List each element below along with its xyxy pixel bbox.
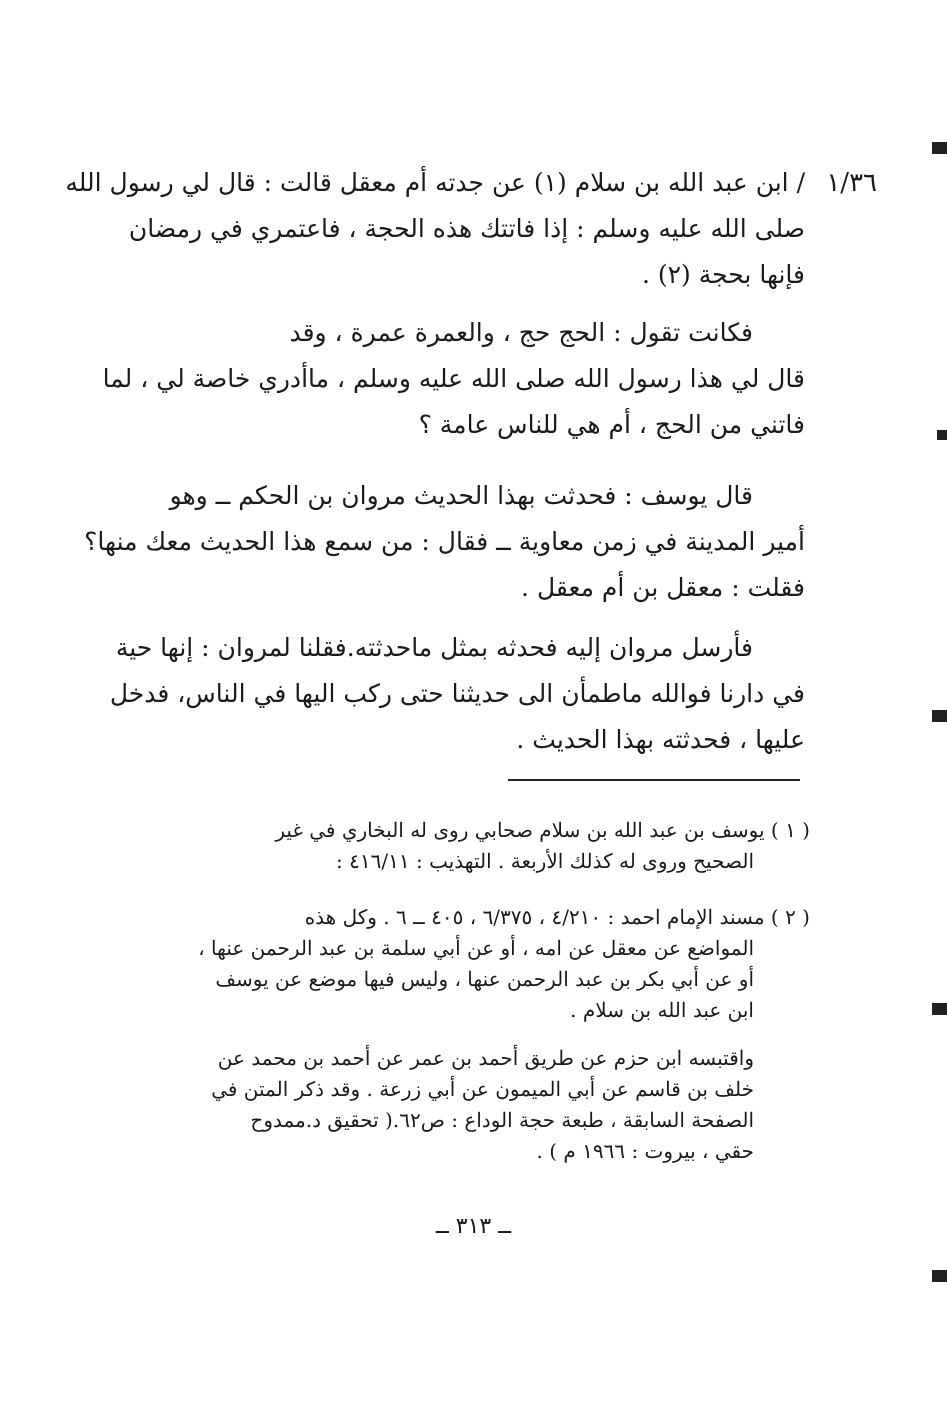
- paragraph-line: أمير المدينة في زمن معاوية ــ فقال : من سمع هذا الحديث معك منها؟: [84, 527, 805, 556]
- paragraph-line: في دارنا فوالله ماطمأن الى حديثنا حتى ركب اليها في الناس، فدخل: [109, 679, 805, 708]
- paragraph-line: فإنها بحجة (٢) .: [641, 260, 805, 289]
- scan-edge-mark: [932, 1003, 947, 1015]
- hadith-number: ١/٣٦: [826, 168, 877, 198]
- scan-edge-mark: [937, 430, 947, 440]
- scan-edge-mark: [932, 1270, 947, 1282]
- scan-edge-mark: [932, 710, 947, 722]
- footnote-line: الصفحة السابقة ، طبعة حجة الوداع : ص٦٢.( تحقيق د.ممدوح: [250, 1108, 754, 1132]
- paragraph-4: [109, 625, 805, 763]
- paragraph-line: فقلت : معقل بن أم معقل .: [521, 573, 805, 602]
- paragraph-1: [65, 160, 805, 298]
- footnote-line: ( ١ ) يوسف بن عبد الله بن سلام صحابي روى له البخاري في غير: [275, 818, 810, 842]
- scan-edge-mark: [932, 142, 947, 154]
- paragraph-line: قال يوسف : فحدثت بهذا الحديث مروان بن الحكم ــ وهو: [169, 481, 753, 510]
- footnote-line: أو عن أبي بكر بن عبد الرحمن عنها ، وليس فيها موضع عن يوسف: [215, 967, 754, 991]
- paragraph-line: قال لي هذا رسول الله صلى الله عليه وسلم ، ماأدري خاصة لي ، لما: [102, 364, 805, 393]
- paragraph-line: فكانت تقول : الحج حج ، والعمرة عمرة ، وقد: [289, 318, 753, 347]
- footnote-line: واقتبسه ابن حزم عن طريق أحمد بن عمر عن أحمد بن محمد عن: [217, 1046, 754, 1070]
- paragraph-line: فاتني من الحج ، أم هي للناس عامة ؟: [418, 410, 805, 439]
- footnote-line: الصحيح وروى له كذلك الأربعة . التهذيب : ٤١٦/١١ :: [336, 849, 754, 873]
- footnote-1: [170, 815, 810, 877]
- footnote-2: [170, 902, 810, 1026]
- footnote-line: ابن عبد الله بن سلام .: [570, 998, 754, 1022]
- footnote-line: المواضع عن معقل عن امه ، أو عن أبي سلمة بن عبد الرحمن عنها ،: [198, 936, 754, 960]
- paragraph-3: [84, 473, 805, 611]
- paragraph-line: / ابن عبد الله بن سلام (١) عن جدته أم معقل قالت : قال لي رسول الله: [65, 168, 805, 197]
- paragraph-line: عليها ، فحدثته بهذا الحديث .: [516, 725, 805, 754]
- footnote-2-continuation: [170, 1043, 754, 1167]
- footnote-line: ( ٢ ) مسند الإمام احمد : ٤/٢١٠ ، ٦/٣٧٥ ، ٤٠٥ ــ ٦ . وكل هذه: [304, 905, 810, 929]
- footnote-line: حقي ، بيروت : ١٩٦٦ م ) .: [536, 1139, 754, 1163]
- paragraph-line: صلى الله عليه وسلم : إذا فاتتك هذه الحجة ، فاعتمري في رمضان: [128, 214, 805, 243]
- footnote-line: خلف بن قاسم عن أبي الميمون عن أبي زرعة . وقد ذكر المتن في: [211, 1077, 754, 1101]
- page-number: ــ ٣١٣ ــ: [435, 1214, 512, 1239]
- paragraph-2: [102, 310, 805, 448]
- footnote-divider: [508, 779, 800, 781]
- paragraph-line: فأرسل مروان إليه فحدثه بمثل ماحدثته.فقلنا لمروان : إنها حية: [115, 633, 753, 662]
